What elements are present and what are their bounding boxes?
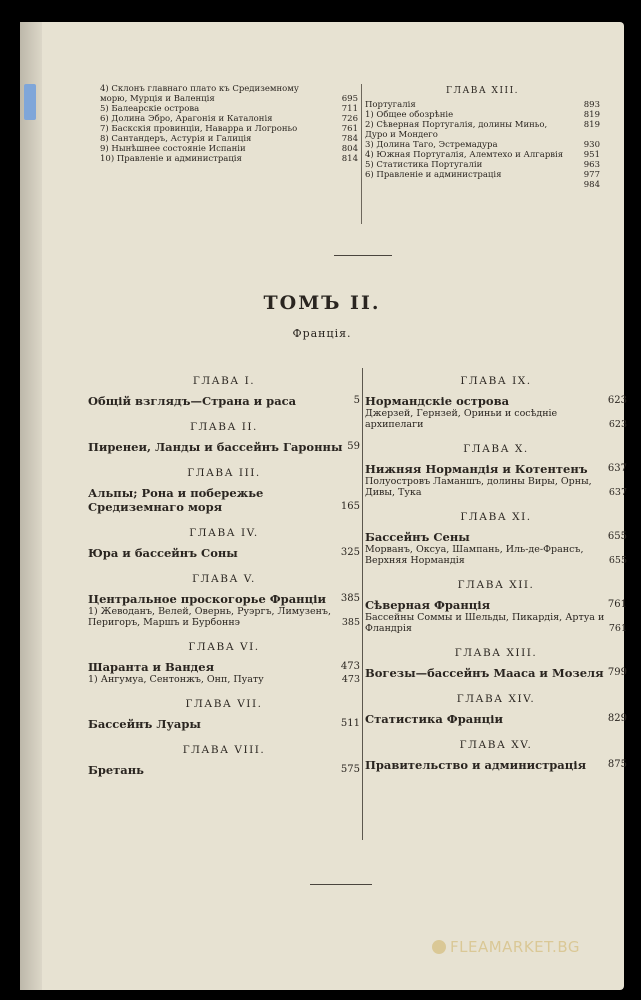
toc-line-text: 4) Склонъ главнаго плато къ Средиземному	[100, 84, 299, 94]
chapter-title: Юра и бассейнъ Соны	[88, 546, 238, 560]
subentry-text: Джерзей, Гернзей, Ориньи и сосѣдніе архипелаги	[365, 408, 558, 430]
toc-line-page: 819	[583, 120, 600, 130]
page-number: 655	[607, 531, 627, 542]
chapter-entry	[365, 666, 627, 680]
toc-line-text: 3) Долина Таго, Эстремадура	[365, 140, 498, 150]
chapter-title: Шаранта и Вандея	[88, 660, 215, 674]
page-number: 761	[607, 599, 627, 610]
toc-line-page: 977	[583, 170, 600, 180]
toc-line-page: 726	[341, 114, 358, 124]
chapter-subentry	[365, 408, 627, 430]
toc-line-text: 4) Южная Португалія, Алемтехо и Алгарвія	[365, 150, 564, 160]
page-number: 623	[607, 395, 627, 406]
toc-line-page	[354, 84, 358, 94]
chapter-title: Бассейнъ Луары	[88, 717, 201, 731]
page-number: 575	[340, 764, 360, 775]
chapter-entry	[365, 758, 627, 772]
chapter-title: Вогезы—бассейнъ Мааса и Мозеля	[365, 666, 604, 680]
chapter-title: Бретань	[88, 763, 144, 777]
subentry-page: 473	[341, 674, 360, 685]
toc-line-text: 9) Нынѣшнее состояніе Испаніи	[100, 144, 246, 154]
toc-line-page	[596, 130, 600, 140]
subentry-page: 385	[341, 617, 360, 628]
toc-line	[100, 124, 358, 134]
chapter-title: Альпы; Рона и побережье Средиземнаго моря	[88, 486, 264, 514]
subentry-page: 761	[608, 623, 627, 634]
toc-line	[100, 134, 358, 144]
subentry-text: 1) Ангумуа, Сентонжъ, Онп, Пуату	[88, 674, 264, 685]
chapter-title: Нормандскіе острова	[365, 394, 510, 408]
page-number: 59	[347, 441, 360, 452]
chapter-heading: ГЛАВА III.	[187, 467, 261, 479]
toc-line-page: 984	[583, 180, 600, 190]
toc-line	[365, 180, 600, 190]
chapter-entry	[365, 530, 627, 544]
page-number: 829	[607, 713, 627, 724]
chapter-entry	[88, 763, 360, 777]
chapter-title: Правительство и администрація	[365, 758, 587, 772]
chapter-entry	[88, 486, 360, 514]
page-number: 511	[340, 718, 360, 729]
chapter-heading: ГЛАВА V.	[192, 573, 256, 585]
top-right-column	[365, 84, 600, 190]
page-number: 799	[607, 667, 627, 678]
toc-line-text: 6) Правленіе и администрація	[365, 170, 502, 180]
chapter-heading: ГЛАВА IX.	[460, 375, 532, 387]
top-chapter-heading: ГЛАВА XIII.	[445, 86, 519, 96]
toc-line-text: Дуро и Мондего	[365, 130, 438, 140]
toc-line-text: 10) Правленіе и администрація	[100, 154, 242, 164]
chapter-heading: ГЛАВА XIII.	[454, 647, 538, 659]
toc-line	[365, 110, 600, 120]
chapter-entry	[88, 440, 360, 454]
toc-line	[365, 120, 600, 130]
toc-line	[100, 84, 358, 94]
toc-line-page: 963	[583, 160, 600, 170]
subentry-page: 637	[608, 487, 627, 498]
left-contents-column	[88, 368, 360, 777]
page-number: 473	[340, 661, 360, 672]
chapter-entry	[365, 462, 627, 476]
chapter-entry	[365, 394, 627, 408]
chapter-title: Бассейнъ Сены	[365, 530, 470, 544]
toc-line-text: 2) Сѣверная Португалія, долины Миньо,	[365, 120, 548, 130]
volume-subtitle: Франція.	[292, 327, 352, 340]
toc-line-text: 8) Сантандеръ, Астурія и Галиція	[100, 134, 252, 144]
toc-line-page: 930	[583, 140, 600, 150]
chapter-heading: ГЛАВА XV.	[459, 739, 533, 751]
toc-line	[365, 160, 600, 170]
toc-line-page: 814	[341, 154, 358, 164]
chapter-title: Статистика Франціи	[365, 712, 504, 726]
chapter-subentry	[365, 612, 627, 634]
chapter-subentry	[365, 544, 627, 566]
subentry-text: 1) Жеводанъ, Велей, Овернь, Руэргъ, Лимузенъ, Перигоръ, Маршъ и Бурбоннэ	[88, 606, 331, 628]
toc-line-text: 7) Баскскія провинціи, Наварра и Логроньо	[100, 124, 298, 134]
chapter-heading: ГЛАВА VII.	[185, 698, 263, 710]
chapter-entry	[88, 394, 360, 408]
toc-line-text: 1) Общее обозрѣніе	[365, 110, 454, 120]
subentry-page: 655	[608, 555, 627, 566]
page-number: 385	[340, 593, 360, 604]
toc-line-page: 695	[341, 94, 358, 104]
section-rule	[334, 255, 392, 256]
chapter-heading: ГЛАВА X.	[463, 443, 529, 455]
chapter-entry	[365, 598, 627, 612]
subentry-text: Морванъ, Оксуа, Шампань, Иль-де-Франсъ, Верхняя Нормандія	[365, 544, 584, 566]
chapter-subentry	[88, 606, 360, 628]
chapter-title: Пиренеи, Ланды и бассейнъ Гаронны	[88, 440, 343, 454]
chapter-entry	[88, 546, 360, 560]
toc-line	[100, 154, 358, 164]
book-spine	[20, 22, 42, 990]
chapter-title: Центральное проскогорье Франціи	[88, 592, 326, 606]
watermark-text: FLEAMARKET.BG	[450, 938, 580, 956]
toc-line-text: 5) Балеарскіе острова	[100, 104, 200, 114]
toc-line-text: 6) Долина Эбро, Арагонія и Каталонія	[100, 114, 273, 124]
toc-line-page: 761	[341, 124, 358, 134]
watermark	[432, 938, 580, 956]
chapter-entry	[365, 712, 627, 726]
toc-line	[365, 150, 600, 160]
toc-line	[100, 104, 358, 114]
chapter-heading: ГЛАВА XIV.	[456, 693, 536, 705]
chapter-heading: ГЛАВА I.	[192, 375, 256, 387]
chapter-heading: ГЛАВА IV.	[189, 527, 259, 539]
subentry-text: Полуостровъ Ламаншъ, долины Виры, Орны, Дивы, Тука	[365, 476, 592, 498]
toc-line	[365, 140, 600, 150]
toc-line-text: морю, Мурція и Валенція	[100, 94, 215, 104]
chapter-subentry	[365, 476, 627, 498]
toc-line-page: 784	[341, 134, 358, 144]
subentry-text: Бассейны Соммы и Шельды, Пикардія, Артуа и Фландрія	[365, 612, 605, 634]
toc-line-page: 804	[341, 144, 358, 154]
toc-line-text: 5) Статистика Португаліи	[365, 160, 483, 170]
toc-line-page: 951	[583, 150, 600, 160]
end-rule	[310, 884, 372, 885]
chapter-heading: ГЛАВА XI.	[460, 511, 532, 523]
page-number: 637	[607, 463, 627, 474]
toc-line	[100, 114, 358, 124]
toc-line-page: 711	[341, 104, 358, 114]
right-contents-column	[365, 368, 627, 772]
book-page	[20, 22, 627, 990]
chapter-heading: ГЛАВА XII.	[457, 579, 535, 591]
toc-line	[100, 94, 358, 104]
toc-line-page: 893	[583, 100, 600, 110]
page-number: 325	[340, 547, 360, 558]
toc-line	[100, 144, 358, 154]
page-number: 5	[353, 395, 360, 406]
volume-title: ТОМЪ II.	[263, 292, 381, 314]
chapter-title: Сѣверная Франція	[365, 598, 491, 612]
chapter-entry	[88, 717, 360, 731]
toc-line	[365, 130, 600, 140]
chapter-entry	[88, 660, 360, 674]
toc-line-page: 819	[583, 110, 600, 120]
page-tab-marker	[24, 84, 36, 120]
toc-line-text: Португалія	[365, 100, 416, 110]
toc-line	[365, 170, 600, 180]
chapter-title: Общій взглядъ—Страна и раса	[88, 394, 297, 408]
toc-line	[365, 100, 600, 110]
chapter-subentry	[88, 674, 360, 685]
chapter-title: Нижняя Нормандія и Котентенъ	[365, 462, 588, 476]
top-left-column	[100, 84, 358, 164]
watermark-logo-icon	[432, 940, 446, 954]
chapter-heading: ГЛАВА VIII.	[182, 744, 266, 756]
page-number: 875	[607, 759, 627, 770]
top-column-divider	[361, 84, 362, 224]
page-number: 165	[340, 501, 360, 512]
chapter-heading: ГЛАВА VI.	[188, 641, 260, 653]
chapter-entry	[88, 592, 360, 606]
chapter-heading: ГЛАВА II.	[190, 421, 258, 433]
subentry-page: 623	[608, 419, 627, 430]
column-divider	[362, 368, 363, 840]
